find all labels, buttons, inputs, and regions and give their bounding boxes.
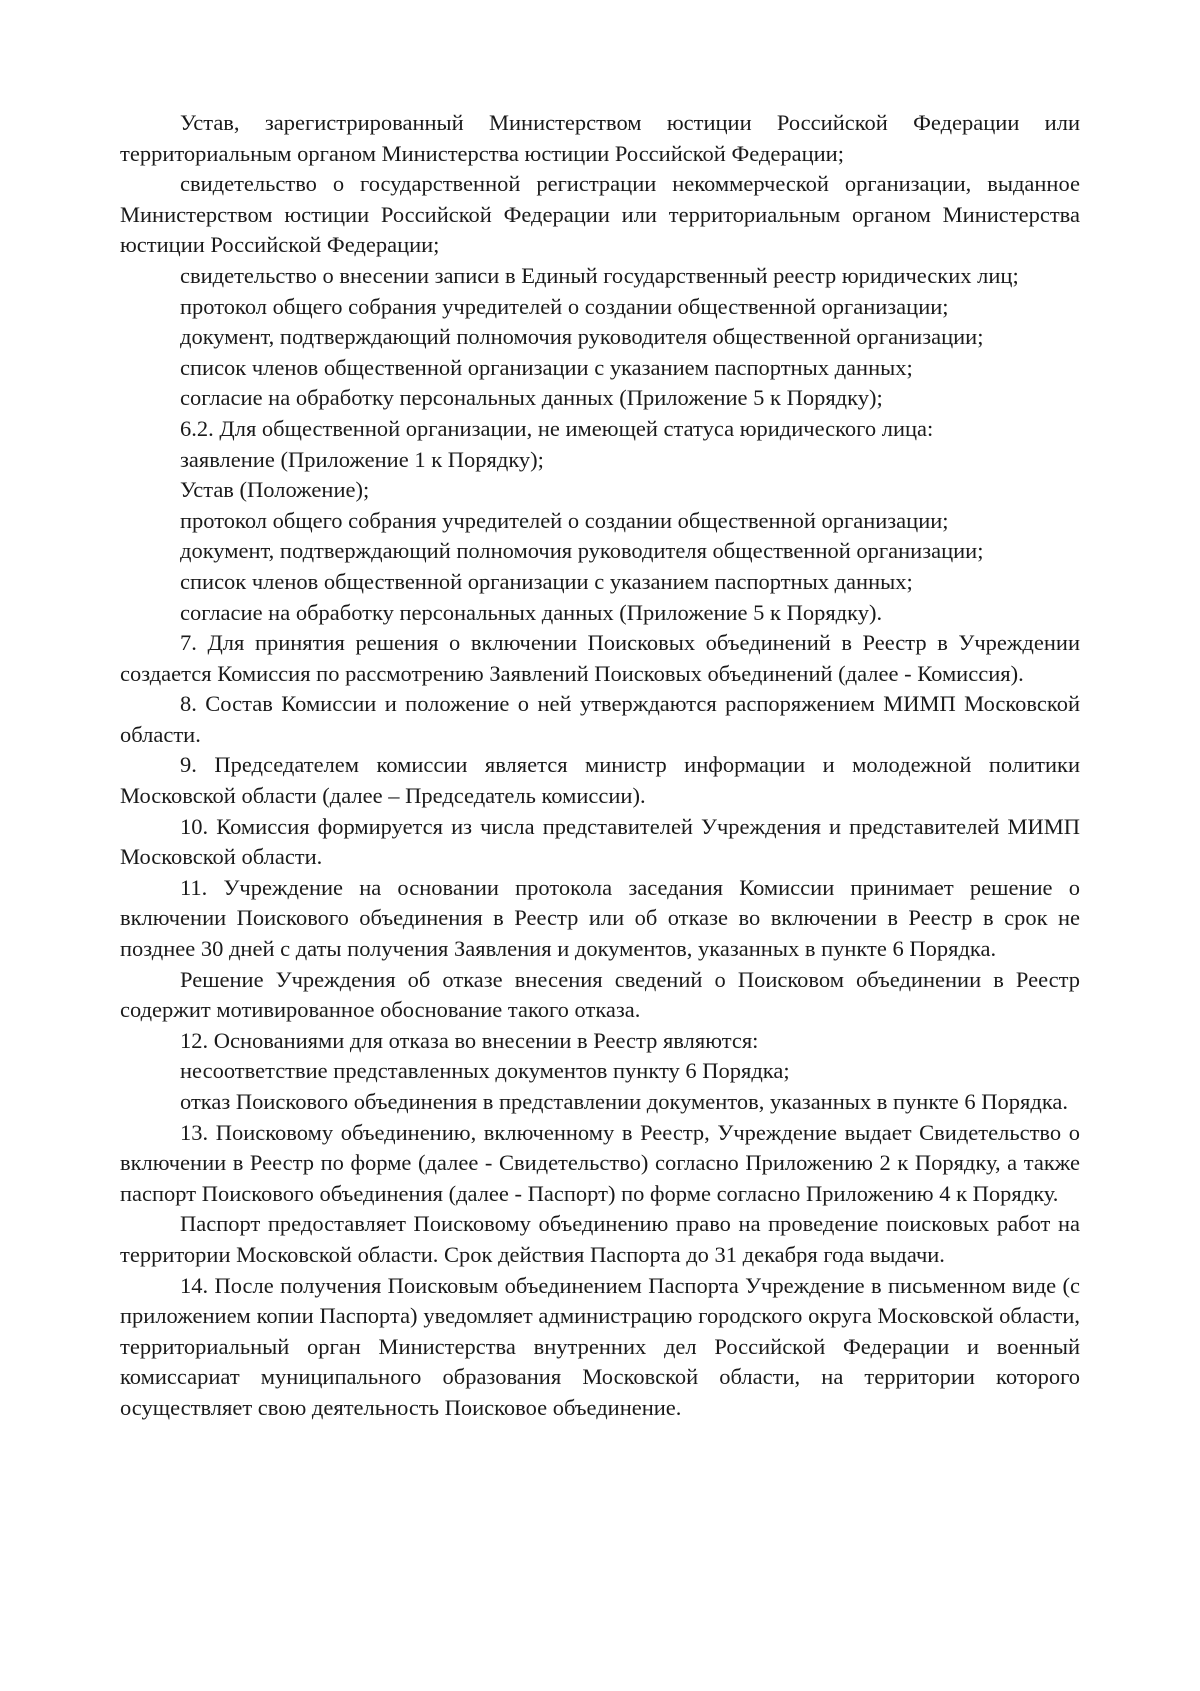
paragraph-10: 10. Комиссия формируется из числа представителей Учреждения и представителей МИМП Московской области.	[120, 813, 1080, 870]
paragraph-founders-protocol: протокол общего собрания учредителей о создании общественной организации;	[180, 293, 949, 319]
paragraph-7: 7. Для принятия решения о включении Поисковых объединений в Реестр в Учреждении создается Комиссия по рассмотрению Заявлений Поисковых объединений (далее - Комиссия).	[120, 630, 1080, 686]
paragraph-founders-protocol-2: протокол общего собрания учредителей о создании общественной организации;	[180, 507, 949, 533]
paragraph-personal-data-consent-2: согласие на обработку персональных данных (Приложение 5 к Порядку).	[180, 599, 883, 625]
paragraph-egrul-certificate: свидетельство о внесении записи в Единый государственный реестр юридических лиц;	[180, 262, 1019, 288]
paragraph-13: 13. Поисковому объединению, включенному в Реестр, Учреждение выдает Свидетельство о включении в Реестр по форме (далее - Свидетельство) согласно Приложению 2 к Порядку, а также паспорт Поискового объединения (далее - Паспорт) по форме согласно Приложению 4 к Порядку.	[120, 1119, 1080, 1206]
document-body	[120, 108, 1080, 1424]
paragraph-members-list-2: список членов общественной организации с указанием паспортных данных;	[180, 568, 913, 594]
paragraph-head-authority-2: документ, подтверждающий полномочия руководителя общественной организации;	[180, 538, 984, 564]
paragraph-11: 11. Учреждение на основании протокола заседания Комиссии принимает решение о включении Поискового объединения в Реестр или об отказе во включении в Реестр в срок не позднее 30 дней с даты получения Заявления и документов, указанных в пункте 6 Порядка.	[120, 874, 1080, 962]
paragraph-registration-certificate: свидетельство о государственной регистрации некоммерческой организации, выданное Министерством юстиции Российской Федерации или территориальным органом Министерства юстиции Российской Федерации;	[120, 171, 1080, 258]
paragraph-members-list: список членов общественной организации с указанием паспортных данных;	[180, 354, 913, 380]
paragraph-application: заявление (Приложение 1 к Порядку);	[180, 446, 544, 472]
paragraph-refusal-decision: Решение Учреждения об отказе внесения сведений о Поисковом объединении в Реестр содержит мотивированное обоснование такого отказа.	[120, 966, 1080, 1023]
paragraph-charter-regulation: Устав (Положение);	[180, 477, 370, 503]
paragraph-passport-right: Паспорт предоставляет Поисковому объединению право на проведение поисковых работ на территории Московской области. Срок действия Паспорта до 31 декабря года выдачи.	[120, 1211, 1080, 1267]
paragraph-8: 8. Состав Комиссии и положение о ней утверждаются распоряжением МИМП Московской области.	[120, 691, 1080, 747]
paragraph-nonconformity: несоответствие представленных документов пункту 6 Порядка;	[180, 1058, 790, 1084]
paragraph-head-authority: документ, подтверждающий полномочия руководителя общественной организации;	[180, 324, 984, 350]
paragraph-6-2-heading: 6.2. Для общественной организации, не имеющей статуса юридического лица:	[180, 415, 934, 441]
paragraph-personal-data-consent: согласие на обработку персональных данных (Приложение 5 к Порядку);	[180, 385, 883, 411]
paragraph-charter: Устав, зарегистрированный Министерством юстиции Российской Федерации или территориальным органом Министерства юстиции Российской Федерации;	[120, 110, 1080, 166]
paragraph-12: 12. Основаниями для отказа во внесении в Реестр являются:	[180, 1027, 759, 1053]
paragraph-9: 9. Председателем комиссии является министр информации и молодежной политики Московской области (далее – Председатель комиссии).	[120, 752, 1080, 809]
paragraph-14: 14. После получения Поисковым объединением Паспорта Учреждение в письменном виде (с приложением копии Паспорта) уведомляет администрацию городского округа Московской области, территориальный орган Министерства внутренних дел Российской Федерации и военный комиссариат муниципального образования Московской области, на территории которого осуществляет свою деятельность Поисковое объединение.	[120, 1272, 1080, 1420]
paragraph-refusal-documents: отказ Поискового объединения в представлении документов, указанных в пункте 6 Порядка.	[180, 1089, 1069, 1114]
